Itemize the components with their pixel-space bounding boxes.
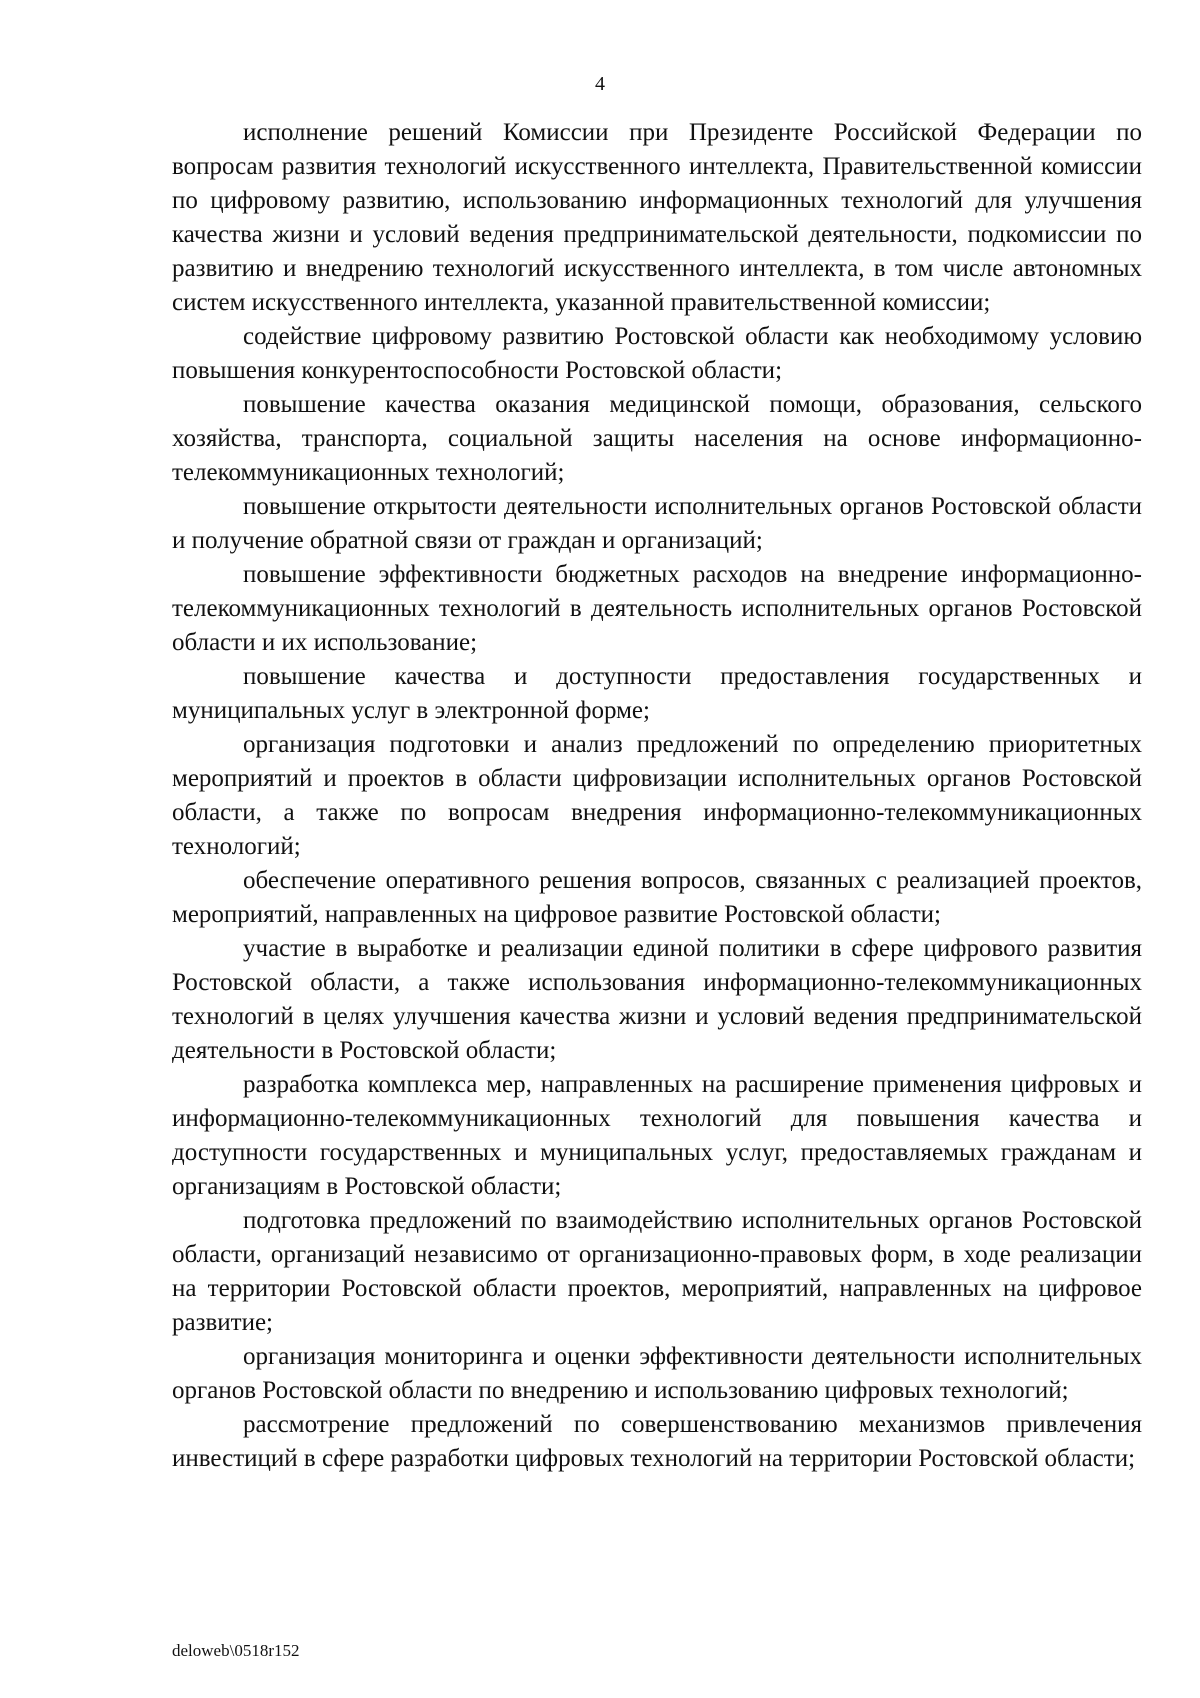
paragraph: подготовка предложений по взаимодействию исполнительных органов Ростовской области, организаций независимо от организационно-правовых форм, в ходе реализации на территории Ростовской области проектов, мероприятий, направленных на цифровое развитие; bbox=[172, 1207, 1142, 1336]
paragraph: исполнение решений Комиссии при Президенте Российской Федерации по вопросам развития технологий искусственного интеллекта, Правительственной комиссии по цифровому развитию, использованию информационных технологий для улучшения качества жизни и условий ведения предпринимательской деятельности, подкомиссии по развитию и внедрению технологий искусственного интеллекта, в том числе автономных систем искусственного интеллекта, указанной правительственной комиссии; bbox=[172, 119, 1142, 316]
paragraph: участие в выработке и реализации единой политики в сфере цифрового развития Ростовской области, а также использования информационно-телекоммуникационных технологий в целях улучшения качества жизни и условий ведения предпринимательской деятельности в Ростовской области; bbox=[172, 935, 1142, 1064]
page-number: 4 bbox=[595, 73, 605, 95]
paragraph: повышение качества и доступности предоставления государственных и муниципальных услуг в электронной форме; bbox=[172, 663, 1142, 724]
paragraph: рассмотрение предложений по совершенствованию механизмов привлечения инвестиций в сфере разработки цифровых технологий на территории Ростовской области; bbox=[172, 1411, 1142, 1472]
paragraph: содействие цифровому развитию Ростовской области как необходимому условию повышения конкурентоспособности Ростовской области; bbox=[172, 323, 1142, 384]
paragraph: повышение эффективности бюджетных расходов на внедрение информационно-телекоммуникационных технологий в деятельность исполнительных органов Ростовской области и их использование; bbox=[172, 561, 1142, 656]
paragraph: разработка комплекса мер, направленных на расширение применения цифровых и информационно-телекоммуникационных технологий для повышения качества и доступности государственных и муниципальных услуг, предоставляемых гражданам и организациям в Ростовской области; bbox=[172, 1071, 1142, 1200]
document-body bbox=[172, 116, 1142, 1476]
paragraph: организация подготовки и анализ предложений по определению приоритетных мероприятий и проектов в области цифровизации исполнительных органов Ростовской области, а также по вопросам внедрения информационно-телекоммуникационных технологий; bbox=[172, 731, 1142, 860]
paragraph: повышение открытости деятельности исполнительных органов Ростовской области и получение обратной связи от граждан и организаций; bbox=[172, 493, 1142, 554]
paragraph: повышение качества оказания медицинской помощи, образования, сельского хозяйства, транспорта, социальной защиты населения на основе информационно-телекоммуникационных технологий; bbox=[172, 391, 1142, 486]
paragraph: обеспечение оперативного решения вопросов, связанных с реализацией проектов, мероприятий, направленных на цифровое развитие Ростовской области; bbox=[172, 867, 1142, 928]
document-footer-code: deloweb\0518r152 bbox=[172, 1641, 300, 1660]
paragraph: организация мониторинга и оценки эффективности деятельности исполнительных органов Ростовской области по внедрению и использованию цифровых технологий; bbox=[172, 1343, 1142, 1404]
